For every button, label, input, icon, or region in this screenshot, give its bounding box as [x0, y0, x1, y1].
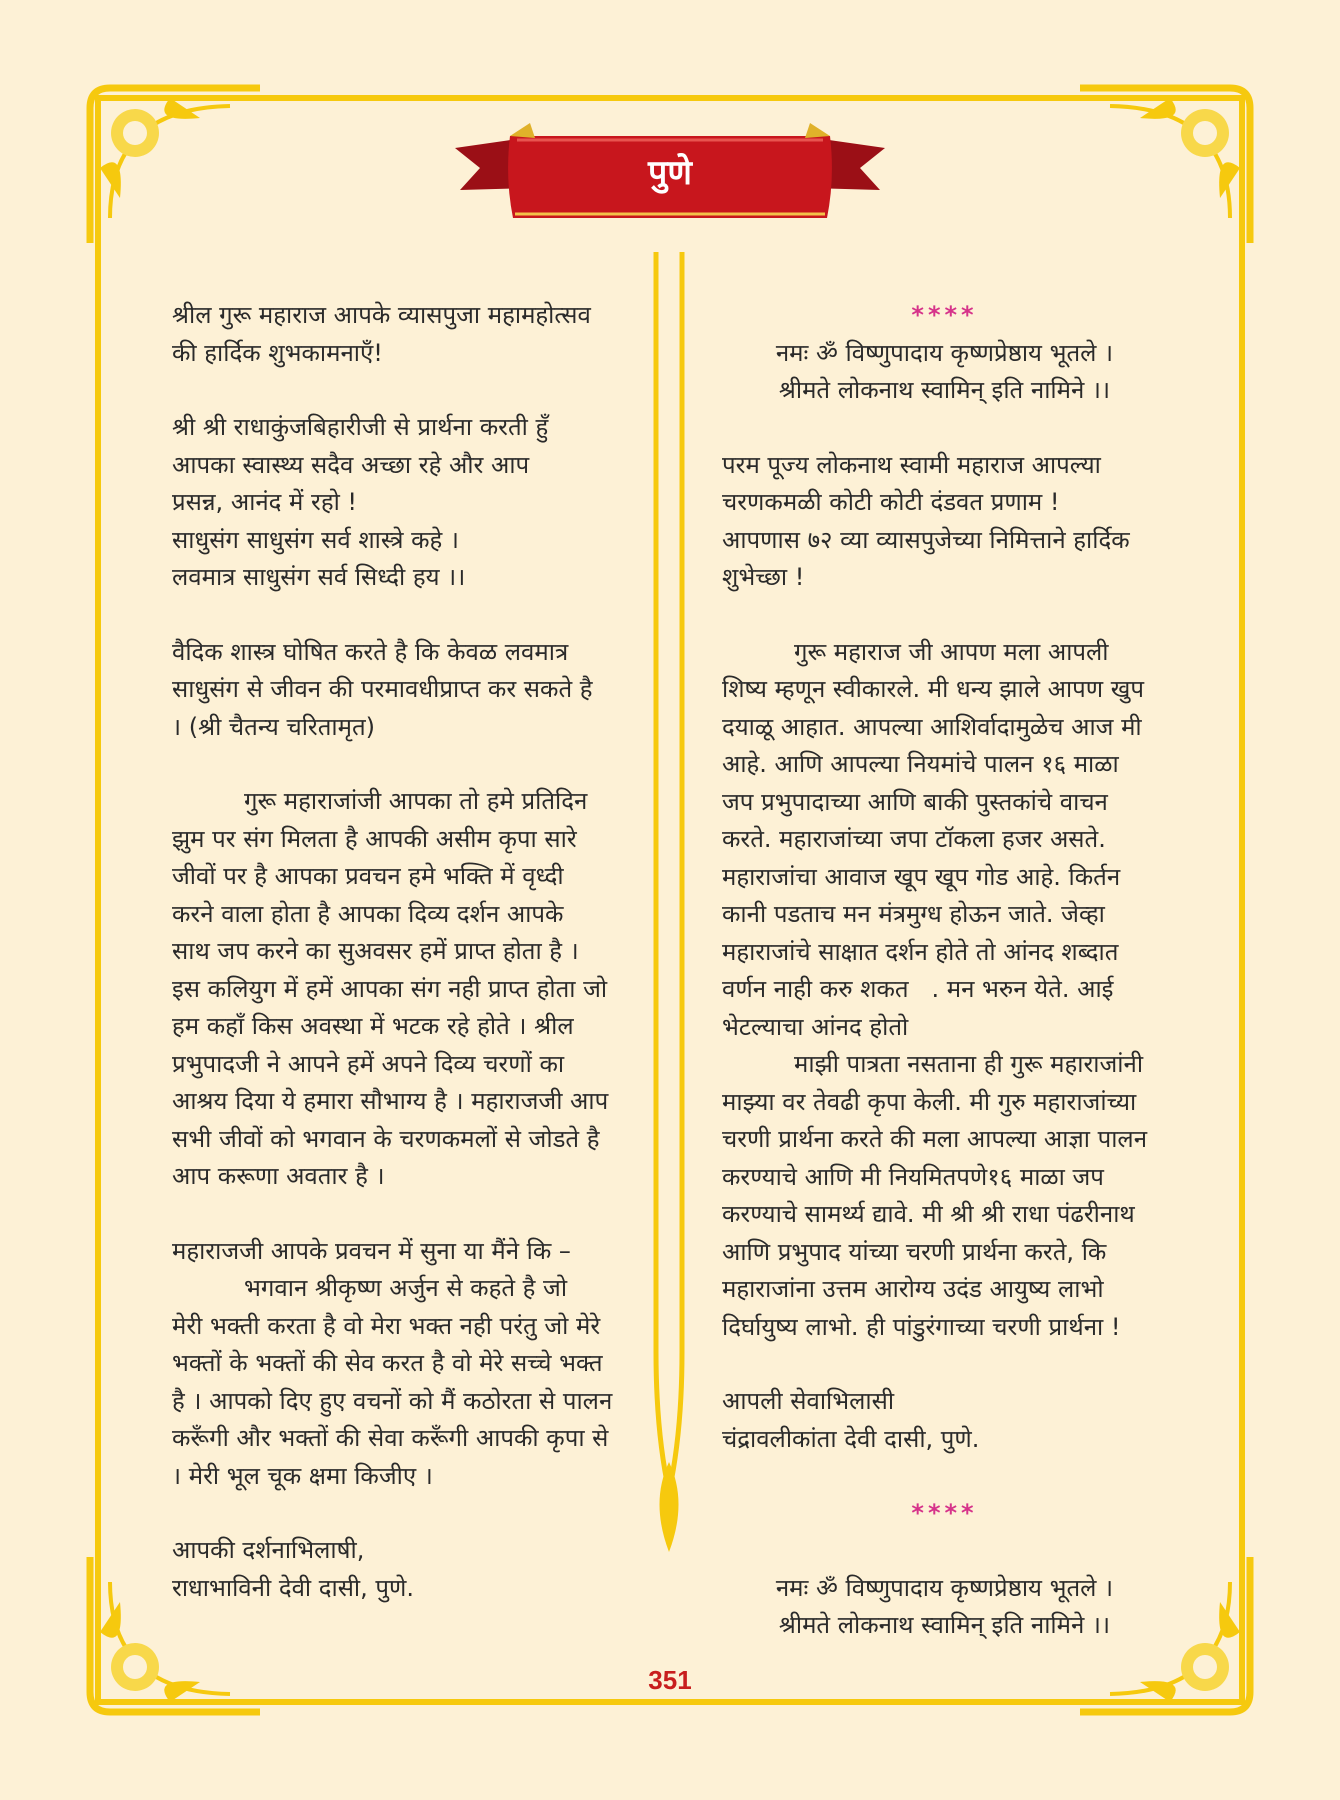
text-line: सभी जीवों को भगवान के चरणकमलों से जोडते है — [172, 1124, 600, 1153]
text-line: झुम पर संग मिलता है आपकी असीम कृपा सारे — [172, 824, 577, 853]
signoff-block — [172, 1532, 617, 1607]
signoff-block — [722, 1383, 1167, 1458]
prayer-block — [172, 409, 617, 597]
text-line: इस कलियुग में हमें आपका संग नही प्राप्त होता जो — [172, 974, 608, 1003]
right-column — [722, 297, 1167, 1645]
text-line: श्रीमते लोकनाथ स्वामिन् इति नामिने ।। — [778, 1611, 1111, 1639]
author-name: चंद्रावलीकांता देवी दासी, पुणे. — [722, 1424, 980, 1453]
text-line: करने वाला होता है आपका दिव्य दर्शन आपके — [172, 899, 564, 928]
text-line: साधुसंग से जीवन की परमावधीप्राप्त कर सकते है — [172, 675, 593, 703]
text-line: जप प्रभुपादाच्या आणि बाकी पुस्तकांचे वाचन — [722, 787, 1108, 816]
left-column — [172, 297, 617, 1607]
text-line: आश्रय दिया ये हमारा सौभाग्य है । महाराजजी आप — [172, 1087, 609, 1115]
stars-separator: **** — [911, 1499, 978, 1527]
text-line: महाराजांना उत्तम आरोग्य उदंड आयुष्य लाभो — [722, 1275, 1104, 1303]
vedic-block — [172, 634, 617, 747]
text-line: महाराजांचा आवाज खूप खूप गोड आहे. किर्तन — [722, 862, 1121, 891]
text-line: वर्णन नाही करु शकत . मन भरुन येते. आई — [722, 975, 1114, 1003]
mantra-block — [722, 335, 1167, 410]
text-line: चरणकमळी कोटी कोटी दंडवत प्रणाम ! — [722, 488, 1060, 516]
pranam-block — [722, 447, 1167, 597]
text-line: दिर्घायुष्य लाभो. ही पांडुरंगाच्या चरणी प्रार्थना ! — [722, 1312, 1121, 1341]
text-line: लवमात्र साधुसंग सर्व सिध्दी हय ।। — [172, 563, 466, 591]
text-line: हम कहाँ किस अवस्था में भटक रहे होते । श्रील — [172, 1012, 574, 1040]
text-line: श्रीमते लोकनाथ स्वामिन् इति नामिने ।। — [778, 376, 1111, 404]
text-line: नमः ॐ विष्णुपादाय कृष्णप्रेष्ठाय भूतले । — [775, 338, 1114, 367]
text-line: भेटल्याचा आंनद होतो — [722, 1012, 909, 1041]
text-line: कानी पडताच मन मंत्रमुग्ध होऊन जाते. जेव्हा — [722, 900, 1105, 928]
text-line: आपकी दर्शनाभिलाषी, — [172, 1536, 365, 1564]
text-line: नमः ॐ विष्णुपादाय कृष्णप्रेष्ठाय भूतले । — [775, 1573, 1114, 1602]
pravachan-block — [172, 1233, 617, 1496]
text-line: महाराजजी आपके प्रवचन में सुना या मैंने कि – — [172, 1236, 571, 1265]
text-line: आपणास ७२ व्या व्यासपुजेच्या निमित्ताने हार्दिक — [722, 525, 1130, 554]
text-line: परम पूज्य लोकनाथ स्वामी महाराज आपल्या — [722, 450, 1101, 479]
author-name: राधाभाविनी देवी दासी, पुणे. — [172, 1573, 415, 1602]
text-line: महाराजांचे साक्षात दर्शन होते तो आंनद शब्दात — [722, 937, 1119, 966]
text-line: करण्याचे आणि मी नियमितपणे१६ माळा जप — [722, 1162, 1104, 1191]
body-block — [172, 783, 617, 1196]
text-line: गुरू महाराज जी आपण मला आपली — [794, 637, 1109, 666]
text-line: दयाळू आहात. आपल्या आशिर्वादामुळेच आज मी — [722, 712, 1142, 741]
text-line: करण्याचे सामर्थ्य द्यावे. मी श्री श्री राधा पंढरीनाथ — [722, 1200, 1135, 1228]
text-line: प्रभुपादजी ने आपने हमें अपने दिव्य चरणों का — [172, 1049, 565, 1078]
text-line: भगवान श्रीकृष्ण अर्जुन से कहते है जो — [244, 1274, 568, 1302]
text-line: साथ जप करने का सुअवसर हमें प्राप्त होता है । — [172, 937, 579, 965]
column-divider — [648, 252, 690, 1592]
greeting-block — [172, 297, 617, 372]
text-line: आणि प्रभुपाद यांच्या चरणी प्रार्थना करते, कि — [722, 1237, 1107, 1266]
body-block — [722, 634, 1167, 1347]
text-line: भक्तों के भक्तों की सेव करत है वो मेरे सच्चे भक्त — [172, 1349, 603, 1377]
text-line: आप करूणा अवतार है । — [172, 1162, 385, 1190]
text-line: प्रसन्न, आनंद में रहो ! — [172, 488, 358, 516]
text-line: गुरू महाराजांजी आपका तो हमे प्रतिदिन — [244, 787, 588, 815]
text-line: । (श्री चैतन्य चरितामृत) — [172, 712, 376, 741]
text-line: मेरी भक्ती करता है वो मेरा भक्त नही परंतु जो मेरे — [172, 1311, 601, 1340]
text-line: आपली सेवाभिलासी — [722, 1387, 895, 1415]
text-line: शिष्य म्हणून स्वीकारले. मी धन्य झाले आपण खुप — [722, 675, 1145, 703]
page-number: 351 — [648, 1665, 692, 1695]
text-line: की हार्दिक शुभकामनाएँ! — [172, 338, 383, 367]
text-line: वैदिक शास्त्र घोषित करते है कि केवळ लवमात्र — [172, 637, 569, 666]
text-line: आपका स्वास्थ्य सदैव अच्छा रहे और आप — [172, 450, 530, 479]
stars-separator: **** — [911, 301, 978, 329]
text-line: श्रील गुरू महाराज आपके व्यासपुजा महामहोत्सव — [172, 301, 591, 329]
text-line: चरणी प्रार्थना करते की मला आपल्या आज्ञा पालन — [722, 1125, 1148, 1153]
text-line: शुभेच्छा ! — [722, 563, 805, 591]
text-line: जीवों पर है आपका प्रवचन हमे भक्ति में वृध्दी — [172, 862, 564, 890]
text-line: । मेरी भूल चूक क्षमा किजीए । — [172, 1461, 433, 1490]
text-line: श्री श्री राधाकुंजबिहारीजी से प्रार्थना करती हुँ — [172, 413, 549, 441]
text-line: माझ्या वर तेवढी कृपा केली. मी गुरु महाराजांच्या — [722, 1087, 1137, 1116]
text-line: है । आपको दिए हुए वचनों को मैं कठोरता से पालन — [172, 1386, 613, 1415]
text-line: आहे. आणि आपल्या नियमांचे पालन १६ माळा — [722, 750, 1119, 778]
mantra-block — [722, 1570, 1167, 1645]
text-line: करूँगी और भक्तों की सेवा करूँगी आपकी कृपा से — [172, 1424, 609, 1452]
page-title: पुणे — [648, 153, 692, 193]
text-line: साधुसंग साधुसंग सर्व शास्त्रे कहे । — [172, 525, 459, 554]
text-line: माझी पात्रता नसताना ही गुरू महाराजांनी — [794, 1050, 1144, 1078]
text-line: करते. महाराजांच्या जपा टॉकला हजर असते. — [722, 825, 1106, 853]
